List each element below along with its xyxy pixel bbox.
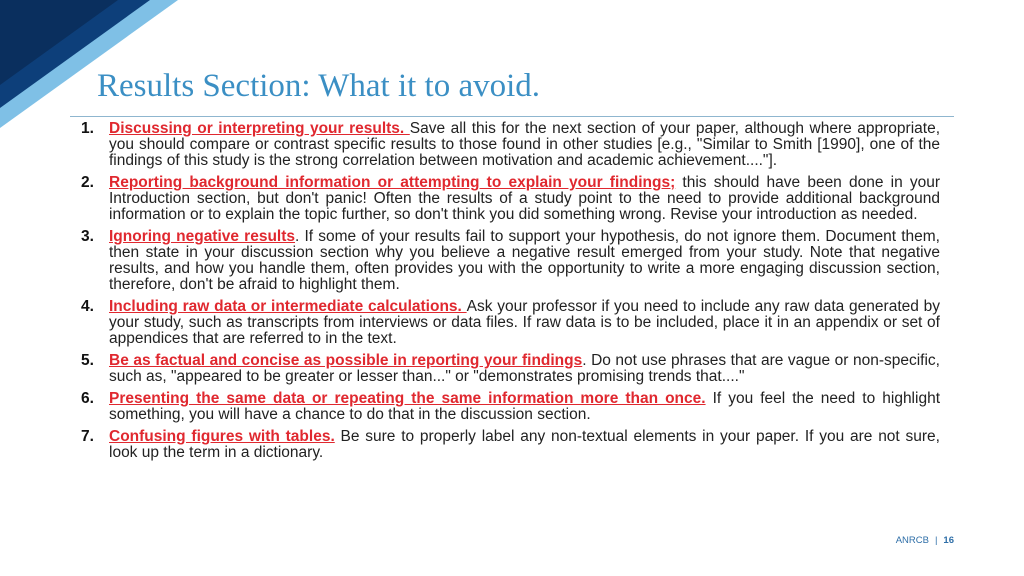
item-highlight: Reporting background information or attempting to explain your findings; — [109, 174, 676, 191]
item-number: 3. — [81, 228, 94, 245]
footer-separator: | — [934, 535, 938, 546]
corner-decoration — [0, 0, 180, 130]
list-item — [74, 353, 940, 385]
list-item — [74, 121, 940, 169]
item-text: If you feel the need to highlight something, you will have a chance to do that in the discussion section. — [109, 390, 940, 423]
title-divider — [70, 116, 954, 117]
avoid-list — [74, 121, 940, 467]
slide-footer — [896, 535, 954, 546]
list-item — [74, 175, 940, 223]
item-body — [109, 299, 940, 347]
item-body — [109, 353, 940, 385]
list-item — [74, 391, 940, 423]
item-number: 1. — [81, 120, 94, 137]
item-text: Save all this for the next section of your paper, although where appropriate, you should compare or contrast specific results to those found in other studies [e.g., "Similar to Smith [1990], one of the findings of this study is the strong correlation between motivation and academic achievement...."]. — [109, 120, 941, 169]
item-text: this should have been done in your Introduction section, but don't panic! Often the results of a study point to the need to provide additional background information or to explain the topic further, so don't think you did something wrong. Revise your introduction as needed. — [109, 174, 941, 223]
item-number: 6. — [81, 390, 94, 407]
item-text: . If some of your results fail to support your hypothesis, do not ignore them. Document them, then state in your discussion section why you believe a negative result emerged from your study. Note that negative results, and how you handle them, often provides you with the opportunity to write a more engaging discussion section, therefore, don't be afraid to highlight them. — [109, 228, 940, 293]
item-text: Ask your professor if you need to include any raw data generated by your study, such as transcripts from interviews or data files. If raw data is to be included, place it in an appendix or set of appendices that are referred to in the text. — [109, 298, 940, 347]
list-item — [74, 429, 940, 461]
item-highlight: Be as factual and concise as possible in reporting your findings — [109, 352, 583, 369]
item-number: 2. — [81, 174, 94, 191]
item-highlight: Ignoring negative results — [109, 228, 295, 245]
item-body — [109, 121, 940, 169]
item-body — [109, 175, 940, 223]
item-body — [109, 429, 940, 461]
item-highlight: Presenting the same data or repeating the same information more than once. — [109, 390, 706, 407]
item-highlight: Including raw data or intermediate calculations. — [109, 298, 467, 315]
list-item — [74, 299, 940, 347]
list-item — [74, 229, 940, 293]
item-body — [109, 391, 940, 423]
item-body — [109, 229, 940, 293]
item-highlight: Confusing figures with tables. — [109, 428, 335, 445]
item-text: . Do not use phrases that are vague or non-specific, such as, "appeared to be greater or lesser than..." or "demonstrates promising trends that...." — [109, 352, 940, 385]
footer-org: ANRCB — [895, 535, 929, 546]
item-text: Be sure to properly label any non-textual elements in your paper. If you are not sure, look up the term in a dictionary. — [109, 428, 940, 461]
item-number: 5. — [81, 352, 94, 369]
item-highlight: Discussing or interpreting your results. — [109, 120, 410, 137]
page-number: 16 — [943, 535, 954, 546]
item-number: 7. — [81, 428, 94, 445]
slide-title: Results Section: What it to avoid. — [97, 68, 541, 104]
item-number: 4. — [81, 298, 94, 315]
